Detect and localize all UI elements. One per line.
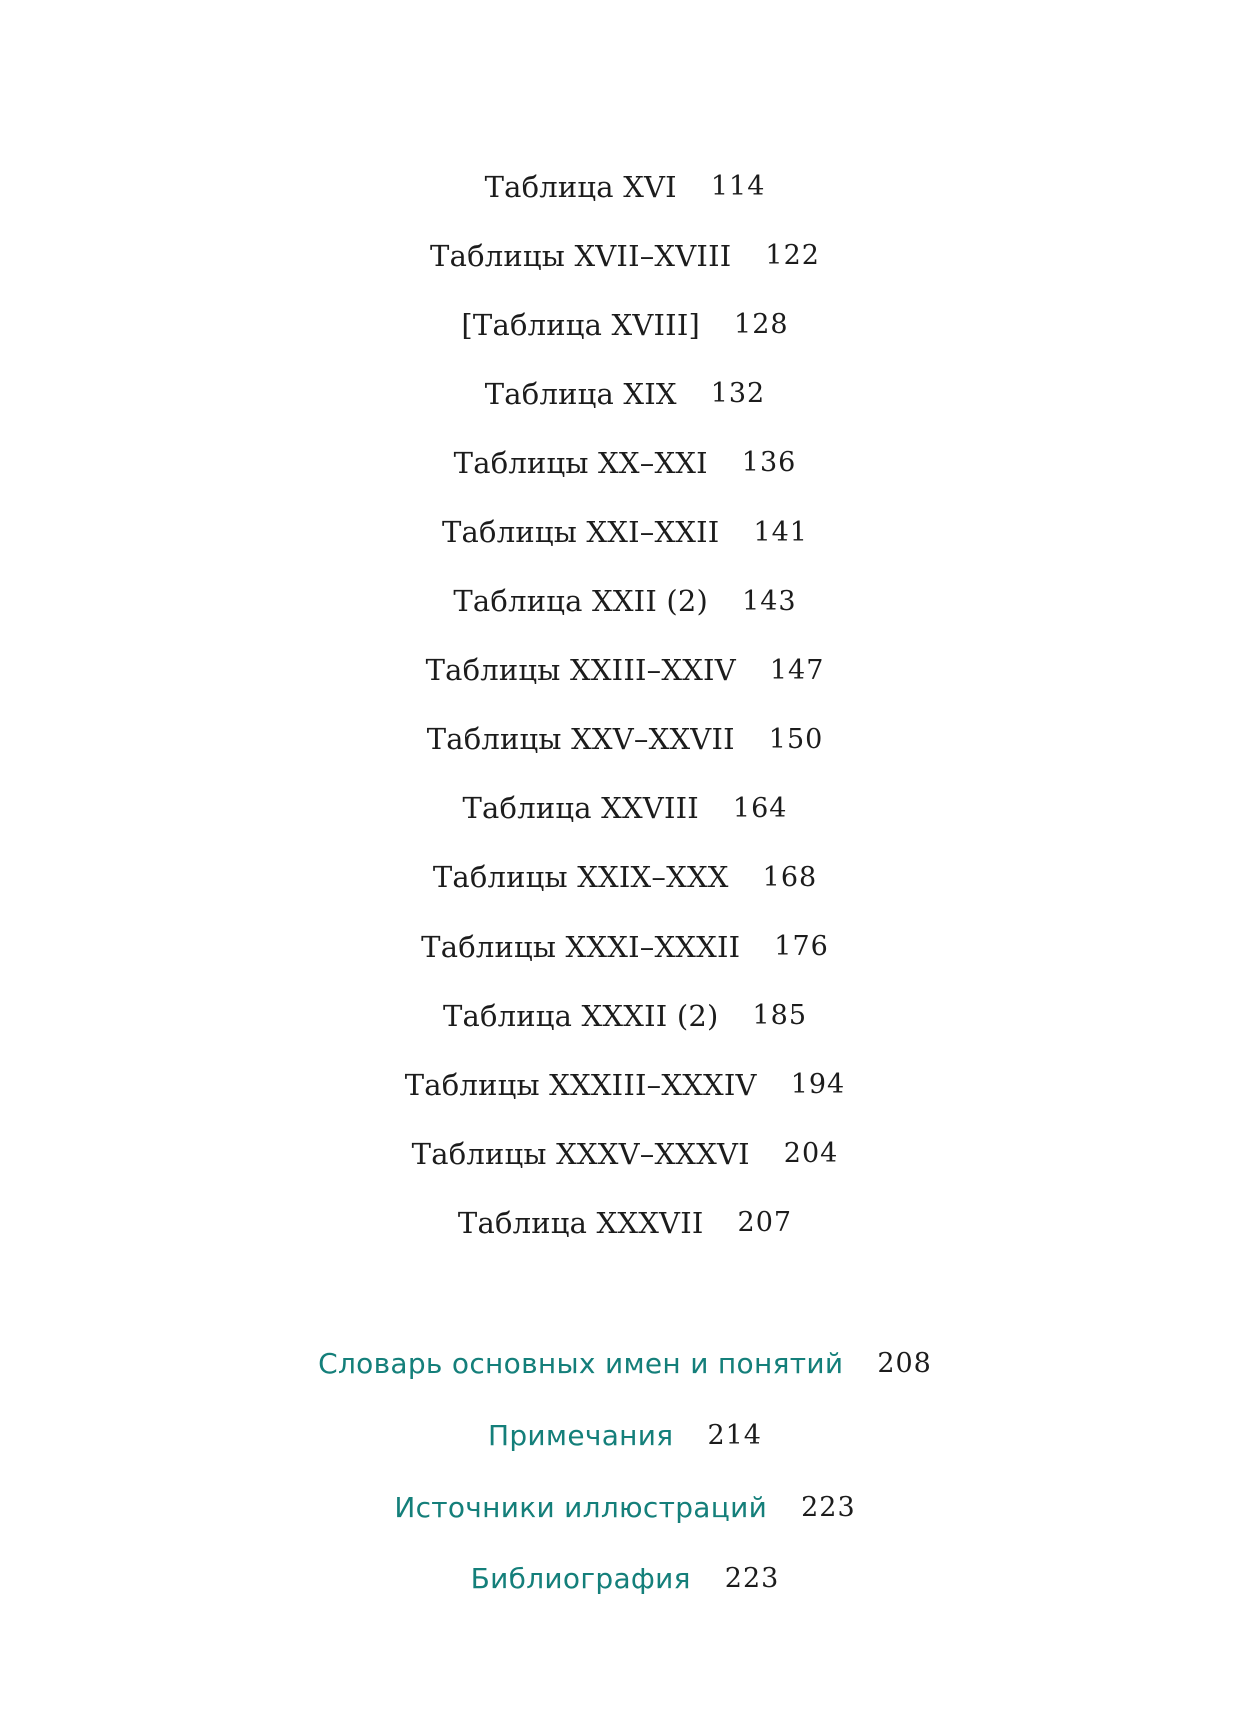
backmatter-entry-title: Примечания: [488, 1419, 674, 1453]
toc-entry[interactable]: [0, 290, 1250, 359]
toc-entry[interactable]: [0, 152, 1250, 221]
toc-entry-page: 147: [769, 654, 825, 686]
toc-entry[interactable]: [0, 359, 1250, 428]
backmatter-entry-page: 214: [707, 1420, 762, 1452]
toc-entry-page: 141: [753, 516, 808, 548]
toc-entry[interactable]: [0, 1050, 1250, 1119]
backmatter-list: [0, 1328, 1250, 1615]
toc-entry-title: [Таблица XVIII]: [461, 307, 701, 342]
backmatter-entry[interactable]: [0, 1328, 1250, 1400]
toc-entry-title: Таблицы XVII–XVIII: [430, 238, 732, 273]
toc-entry-title: Таблица XIX: [484, 376, 677, 411]
toc-entry-title: Таблицы XXI–XXII: [442, 515, 720, 550]
toc-entry[interactable]: [0, 912, 1250, 981]
toc-entry[interactable]: [0, 981, 1250, 1050]
toc-entry-page: 132: [710, 378, 766, 410]
toc-entry-title: Таблица XXXVII: [457, 1205, 704, 1240]
toc-entry[interactable]: [0, 636, 1250, 705]
backmatter-entry[interactable]: [0, 1471, 1250, 1543]
toc-entry[interactable]: [0, 1119, 1250, 1188]
toc-entry[interactable]: [0, 705, 1250, 774]
toc-entry-page: 136: [741, 447, 797, 479]
toc-entry[interactable]: [0, 428, 1250, 497]
toc-entry-page: 207: [737, 1207, 793, 1239]
toc-entry-page: 194: [790, 1069, 846, 1101]
toc-entry-page: 143: [742, 585, 797, 617]
toc-entry[interactable]: [0, 1188, 1250, 1257]
toc-entry-title: Таблицы XXIX–XXX: [432, 860, 729, 895]
toc-entry-page: 128: [734, 309, 789, 341]
toc-entry-title: Таблицы XXXIII–XXXIV: [404, 1067, 757, 1102]
toc-entry-title: Таблица XVI: [484, 169, 677, 204]
backmatter-entry-page: 208: [877, 1348, 932, 1380]
toc-entry-page: 185: [752, 1000, 808, 1032]
backmatter-entry[interactable]: [0, 1543, 1250, 1615]
toc-entry-page: 164: [732, 792, 788, 824]
toc-entry-page: 114: [710, 171, 766, 203]
toc-entry[interactable]: [0, 567, 1250, 636]
toc-entry-title: Таблицы XXXI–XXXII: [421, 929, 741, 964]
toc-entry-title: Таблица XXVIII: [462, 791, 699, 826]
backmatter-entry[interactable]: [0, 1400, 1250, 1472]
toc-entry-page: 204: [783, 1138, 839, 1170]
backmatter-entry-title: Словарь основных имен и понятий: [318, 1347, 844, 1381]
toc-entry-page: 150: [768, 723, 824, 755]
backmatter-entry-title: Источники иллюстраций: [394, 1490, 768, 1524]
toc-entry-title: Таблица XXII (2): [453, 584, 709, 619]
toc-entry[interactable]: [0, 843, 1250, 912]
toc-entry[interactable]: [0, 774, 1250, 843]
toc-entry-title: Таблицы XXV–XXVII: [426, 722, 735, 757]
toc-entry[interactable]: [0, 497, 1250, 566]
toc-entry-page: 122: [765, 240, 820, 272]
backmatter-entry-page: 223: [724, 1563, 780, 1595]
toc-entry-title: Таблица XXXII (2): [442, 998, 719, 1033]
toc-entry-page: 176: [774, 931, 829, 963]
toc-entry-page: 168: [762, 861, 818, 893]
toc-entry[interactable]: [0, 221, 1250, 290]
backmatter-entry-page: 223: [801, 1491, 856, 1523]
tablets-list: [0, 152, 1250, 1258]
toc-entry-title: Таблицы XXXV–XXXVI: [411, 1136, 750, 1171]
toc-entry-title: Таблицы XX–XXI: [453, 445, 708, 480]
toc-entry-title: Таблицы XXIII–XXIV: [425, 653, 736, 688]
backmatter-entry-title: Библиография: [470, 1562, 691, 1596]
